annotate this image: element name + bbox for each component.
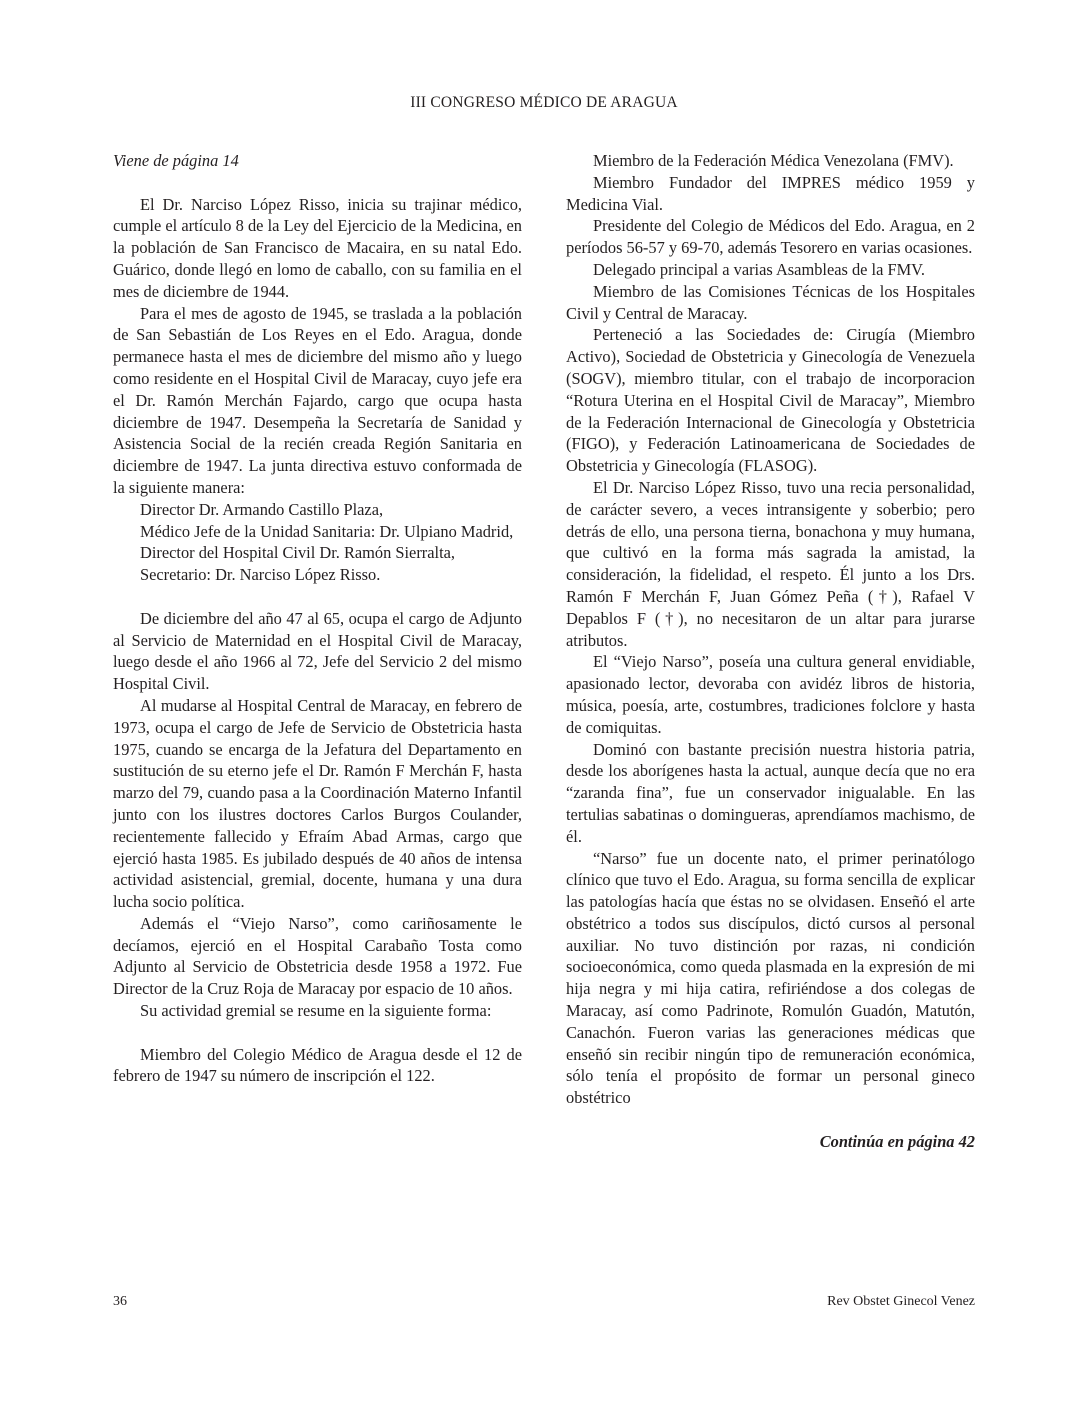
paragraph: Miembro de la Federación Médica Venezolana (FMV). bbox=[593, 151, 954, 170]
paragraph: Miembro de las Comisiones Técnicas de los Hospitales Civil y Central de Maracay. bbox=[566, 281, 975, 323]
paragraph: Miembro Fundador del IMPRES médico 1959 y Medicina Vial. bbox=[566, 172, 975, 214]
journal-name: Rev Obstet Ginecol Venez bbox=[827, 1294, 975, 1309]
board-member-line: Director del Hospital Civil Dr. Ramón Sierralta, bbox=[140, 543, 455, 563]
paragraph: El Dr. Narciso López Risso, inicia su trajinar médico, cumple el artículo 8 de la Ley del Ejercicio de la Medicina, en la población de San Francisco de Macaira, en su natal Edo. Guárico, donde llegó en lomo de caballo, con su familia en el mes de diciembre de 1944. bbox=[113, 194, 522, 301]
board-member-line: Médico Jefe de la Unidad Sanitaria: Dr. Ulpiano Madrid, bbox=[140, 521, 514, 541]
paragraph: Presidente del Colegio de Médicos del Edo. Aragua, en 2 períodos 56-57 y 69-70, además Tesorero en varias ocasiones. bbox=[566, 216, 975, 258]
paragraph: “Narso” fue un docente nato, el primer perinatólogo clínico que tuvo el Edo. Aragua, su forma sencilla de explicar las patologías hacía que éstas no se olvidasen. Enseñó el arte obstétrico a todos sus discípulos, dictó cursos al personal auxiliar. No tuvo distinción por razas, ni condición socioeconómica, como queda plasmada en la expresión de mi hija negra y mi hija catira, refiriéndose a dos colegas de Maracay, así como Padrinote, Romulón Guadón, Matutón, Canachón. Fueron varias las generaciones médicas que enseñó sin recibir ningún tipo de remuneración económica, sólo tenía el propósito de formar un personal gineco obstétrico bbox=[566, 848, 975, 1108]
paragraph: De diciembre del año 47 al 65, ocupa el cargo de Adjunto al Servicio de Maternidad en el Hospital Civil de Maracay, luego desde el año 1966 al 72, Jefe del Servicio 2 del mismo Hospital Civil. bbox=[113, 608, 522, 694]
paragraph: Dominó con bastante precisión nuestra historia patria, desde los aborígenes hasta la actual, aunque decía que no era “zaranda fina”, fue un conservador inigualable. En las tertulias sabatinas o domingueras, aprendíamos machismo, de él. bbox=[566, 739, 975, 846]
paragraph: Además el “Viejo Narso”, como cariñosamente le decíamos, ejerció en el Hospital Carabaño Tosta como Adjunto al Servicio de Obstetricia desde 1958 a 1972. Fue Director de la Cruz Roja de Maracay por espacio de 10 años. bbox=[113, 913, 522, 999]
page-number: 36 bbox=[113, 1294, 127, 1309]
paragraph: Su actividad gremial se resume en la siguiente forma: bbox=[140, 1001, 492, 1021]
right-column bbox=[566, 150, 975, 1153]
paragraph: Miembro del Colegio Médico de Aragua desde el 12 de febrero de 1947 su número de inscripción el 122. bbox=[113, 1044, 522, 1086]
paragraph: Para el mes de agosto de 1945, se traslada a la población de San Sebastián de Los Reyes en el Edo. Aragua, donde permanece hasta el mes de diciembre del mismo año y luego como residente en el Hospital Civil de Maracay, cuyo jefe era el Dr. Ramón Merchán Fajardo, cargo que ocupa hasta diciembre de 1947. Desempeña la Secretaría de Sanidad y Asistencia Social de la recién creada Región Sanitaria en diciembre de 1947. La junta directiva estuvo conformada de la siguiente manera: bbox=[113, 303, 522, 497]
continued-from-note: Viene de página 14 bbox=[113, 151, 239, 170]
paragraph: Perteneció a las Sociedades de: Cirugía (Miembro Activo), Sociedad de Obstetricia y Ginecología de Venezuela (SOGV), miembro titular, con el trabajo de incorporacion “Rotura Uterina en el Hospital Civil de Maracay”, Miembro de la Federación Internacional de Ginecología y Obstetricia (FIGO), y Federación Latinoamericana de Sociedades de Obstetricia y Ginecología (FLASOG). bbox=[566, 325, 975, 476]
left-column bbox=[113, 150, 522, 1087]
running-header: III CONGRESO MÉDICO DE ARAGUA bbox=[410, 94, 678, 111]
paragraph: Al mudarse al Hospital Central de Maracay, en febrero de 1973, ocupa el cargo de Jefe de Servicio de Obstetricia hasta 1975, cuando se encarga de la Jefatura del Departamento en sustitución de su eterno jefe el Dr. Ramón F Merchán F, hasta marzo del 79, cuando pasa a la Coordinación Materno Infantil junto con los ilustres doctores Carlos Burgos Coulander, recientemente fallecido y Efraím Abad Armas, cargo que ejerció hasta 1985. Es jubilado después de 40 años de intensa actividad asistencial, gremial, docente, humana y una dura lucha socio política. bbox=[113, 695, 522, 912]
continued-on-note: Continúa en página 42 bbox=[819, 1131, 975, 1151]
board-member-line: Director Dr. Armando Castillo Plaza, bbox=[140, 499, 384, 519]
paragraph: Delegado principal a varias Asambleas de la FMV. bbox=[593, 259, 925, 279]
paragraph: El Dr. Narciso López Risso, tuvo una recia personalidad, de carácter severo, a veces intransigente y soberbio; pero detrás de ello, una persona tierna, bonachona y muy humana, que cultivó en la forma más sagrada la amistad, la consideración, la fidelidad, el respeto. Él junto a los Drs. Ramón F Merchán F, Juan Gómez Peña (†), Rafael V Depablos F (†), no necesitaron de un altar para jurarse atributos. bbox=[566, 477, 975, 650]
board-member-line: Secretario: Dr. Narciso López Risso. bbox=[140, 565, 381, 585]
paragraph: El “Viejo Narso”, poseía una cultura general envidiable, apasionado lector, devoraba con avidéz libros de historia, música, poesía, arte, costumbres, tradiciones folclore y hasta de comiquitas. bbox=[566, 652, 975, 737]
